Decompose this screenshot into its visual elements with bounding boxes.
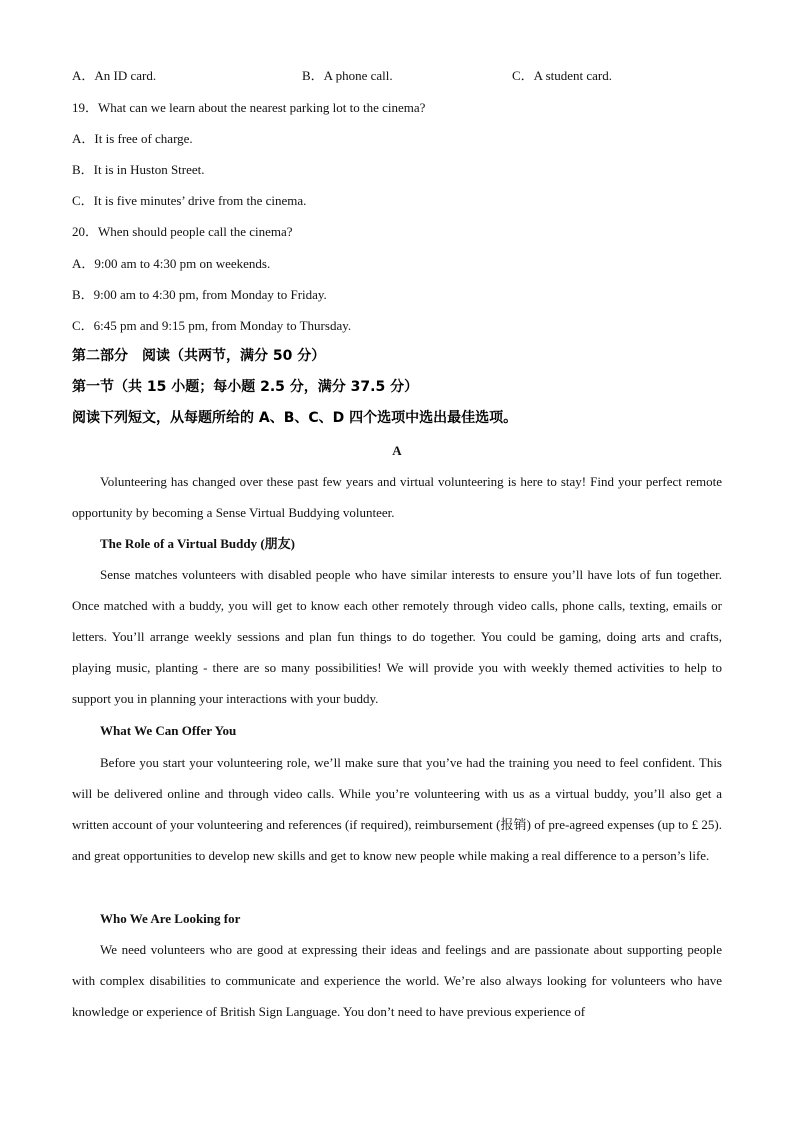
q19-option-b: B．It is in Huston Street. xyxy=(72,162,205,177)
q20-option-b: B．9:00 am to 4:30 pm, from Monday to Friday. xyxy=(72,287,327,302)
q20-option-c: C．6:45 pm and 9:15 pm, from Monday to Thursday. xyxy=(72,318,352,333)
passage-paragraph-role: Sense matches volunteers with disabled people who have similar interests to ensure you’ll have lots of fun together. Once matched with a buddy, you will get to know each other remotely through video calls, phone calls, texting, emails or letters. You’ll arrange weekly sessions and plan fun things to do together. You could be gaming, doing arts and crafts, playing music, planting - there are so many possibilities! We will provide you with weekly themed activities to help to support you in planning your interactions with your buddy. xyxy=(72,567,722,706)
section-instruction: 阅读下列短文，从每题所给的 A、B、C、D 四个选项中选出最佳选项。 xyxy=(72,410,518,426)
passage-heading-looking: Who We Are Looking for xyxy=(100,911,241,926)
q19-option-c: C．It is five minutes’ drive from the cinema. xyxy=(72,193,307,208)
passage-heading-role: The Role of a Virtual Buddy (朋友) xyxy=(100,536,296,551)
section-sub-title: 第一节（共 15 小题；每小题 2.5 分，满分 37.5 分） xyxy=(72,379,419,395)
q19-option-a: A．It is free of charge. xyxy=(72,131,193,146)
section-part-title: 第二部分 阅读（共两节，满分 50 分） xyxy=(72,348,326,364)
q20-option-a: A．9:00 am to 4:30 pm on weekends. xyxy=(72,256,271,271)
q18-option-b: B．A phone call. xyxy=(302,68,393,83)
q18-option-a: A．An ID card. xyxy=(72,68,157,83)
passage-paragraph-offer: Before you start your volunteering role, we’ll make sure that you’ve had the training you need to feel confident. This will be delivered online and through video calls. While you’re volunteering with us as a virtual buddy, you’ll also get a written account of your volunteering and references (if required), reimbursement (报销) of pre-agreed expenses (up to £ 25). and great opportunities to develop new skills and get to know new people while making a real difference to a person’s life. xyxy=(72,755,722,863)
q20-stem: 20．When should people call the cinema? xyxy=(72,224,293,239)
passage-paragraph-looking: We need volunteers who are good at expressing their ideas and feelings and are passionate about supporting people with complex disabilities to communicate and experience the world. We’re also always looking for volunteers who have knowledge or experience of British Sign Language. You don’t need to have previous experience of xyxy=(72,942,722,1019)
passage-label: A xyxy=(392,443,402,458)
passage-intro: Volunteering has changed over these past few years and virtual volunteering is here to stay! Find your perfect remote opportunity by becoming a Sense Virtual Buddying volunteer. xyxy=(72,474,722,520)
q19-stem: 19．What can we learn about the nearest parking lot to the cinema? xyxy=(72,100,426,115)
q18-options xyxy=(72,68,722,84)
passage-heading-offer: What We Can Offer You xyxy=(100,723,237,738)
q18-option-c: C．A student card. xyxy=(512,68,613,83)
